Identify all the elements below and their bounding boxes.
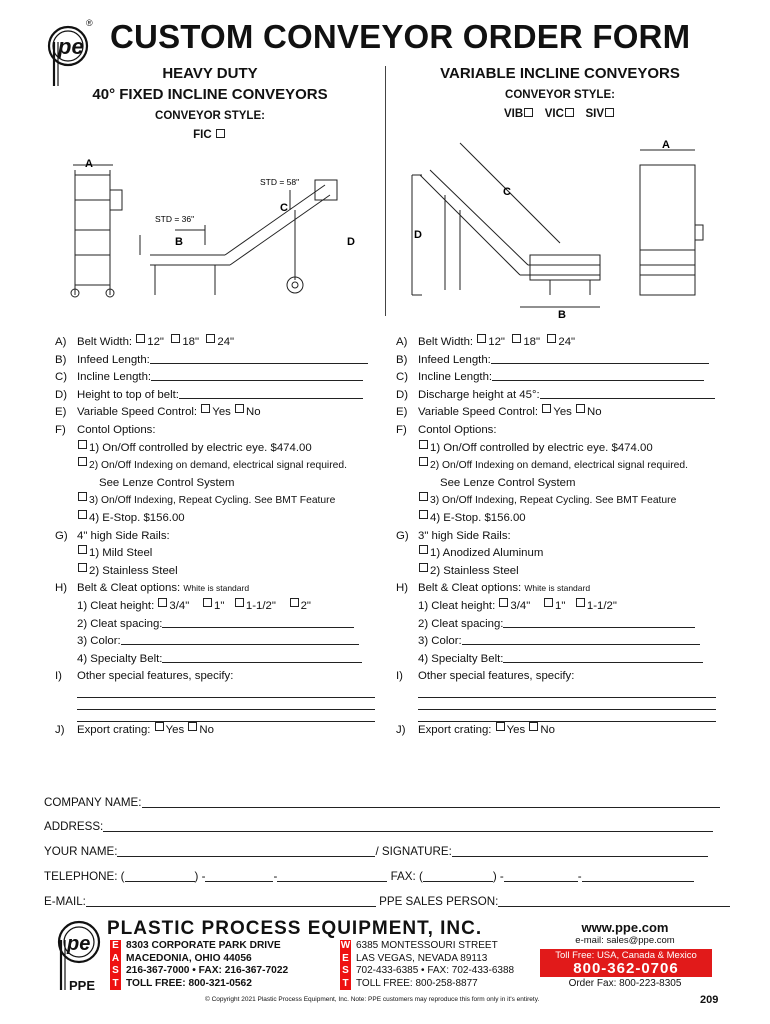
left-diagram-label-d: D xyxy=(347,236,355,248)
left-items: A) Belt Width: 12" 18" 24" B) Infeed Length: C) Incline Length: D) Height to top of belt: E) Variable Speed Control: Yes No F) Contol Options: 1) On/Off controlled by electric eye. $474.00 2) On/Off Indexing on demand, electrical signal required. See Lenze Control System 3) On/Off Indexing, Repeat Cycling. See BMT Feature 4) E-Stop. $156.00 G) 4" high Side Rails: 1) Mild Steel 2) Stainless Steel H) Belt & Cleat options: White is standard 1) Cleat height: 3/4" 1" 1-1/2" 2" 2) Cleat spacing: 3) Color: 4) Specialty Belt: I) Other special features, specify: J) Export crating: Yes No xyxy=(55,334,377,739)
left-heading-2: 40° FIXED INCLINE CONVEYORS xyxy=(92,86,328,103)
right-h2-field[interactable] xyxy=(503,616,695,628)
name-row: YOUR NAME: / SIGNATURE: xyxy=(44,845,708,858)
website[interactable]: www.ppe.com xyxy=(581,920,669,935)
right-h1-cb3[interactable] xyxy=(576,598,585,607)
right-a-cb2[interactable] xyxy=(512,334,521,343)
tel-prefix-field[interactable] xyxy=(205,870,273,882)
fax-prefix-field[interactable] xyxy=(504,870,578,882)
right-a-cb1[interactable] xyxy=(477,334,486,343)
left-d-field[interactable] xyxy=(179,387,363,399)
right-f2-cb[interactable] xyxy=(419,457,428,466)
tel-line-field[interactable] xyxy=(277,870,387,882)
right-i-line1[interactable] xyxy=(418,686,716,698)
vic-checkbox[interactable] xyxy=(565,108,574,117)
company-name: PLASTIC PROCESS EQUIPMENT, INC. xyxy=(107,918,483,939)
left-e-no-cb[interactable] xyxy=(235,404,244,413)
left-h3-field[interactable] xyxy=(121,633,359,645)
footer-ppe-logo-icon xyxy=(53,918,105,994)
right-b-field[interactable] xyxy=(491,352,709,364)
right-j-yes-cb[interactable] xyxy=(496,722,505,731)
left-g2-cb[interactable] xyxy=(78,563,87,572)
right-diagram-label-c: C xyxy=(503,186,511,198)
left-diagram-label-a: A xyxy=(85,158,93,170)
left-g1-cb[interactable] xyxy=(78,545,87,554)
right-h4-field[interactable] xyxy=(503,651,703,663)
your-name-field[interactable] xyxy=(117,845,375,857)
west-address: W E S T 6385 MONTESSOURI STREET LAS VEGAS, NEVADA 89113 702-433-6385 • FAX: 702-433-6388 TOLL FREE: 800-258-8877 xyxy=(340,940,515,989)
address-field[interactable] xyxy=(103,820,713,832)
right-style-label: CONVEYOR STYLE: xyxy=(505,89,615,101)
left-j-yes-cb[interactable] xyxy=(155,722,164,731)
toll-free-box xyxy=(540,949,712,977)
tel-area-field[interactable] xyxy=(125,870,195,882)
right-j-no-cb[interactable] xyxy=(529,722,538,731)
fax-area-field[interactable] xyxy=(423,870,493,882)
svg-text:pe: pe xyxy=(67,933,91,955)
left-a-cb2[interactable] xyxy=(171,334,180,343)
left-diagram-label-c: C xyxy=(280,202,288,214)
left-heading-1: HEAVY DUTY xyxy=(162,65,258,82)
footer-logo-text: PPE xyxy=(69,978,96,993)
right-a-cb3[interactable] xyxy=(547,334,556,343)
right-h3-field[interactable] xyxy=(462,633,700,645)
right-h1-cb1[interactable] xyxy=(499,598,508,607)
left-h1-cb2[interactable] xyxy=(203,598,212,607)
logo-letters: pe xyxy=(58,34,84,59)
east-address: E A S T 8303 CORPORATE PARK DRIVE MACEDONIA, OHIO 44056 216-367-7000 • FAX: 216-367-7022 TOLL FREE: 800-321-0562 xyxy=(111,940,289,989)
left-f2-cb[interactable] xyxy=(78,457,87,466)
company-field[interactable] xyxy=(142,796,720,808)
left-diagram-std1: STD = 58" xyxy=(260,177,300,187)
left-c-field[interactable] xyxy=(151,369,363,381)
fixed-incline-conveyor-diagram xyxy=(55,155,375,305)
email-field[interactable] xyxy=(86,895,376,907)
left-h2-field[interactable] xyxy=(162,616,354,628)
west-label: W E S T xyxy=(340,940,351,989)
signature-field[interactable] xyxy=(452,845,708,857)
right-diagram-label-b: B xyxy=(558,309,566,321)
left-j-no-cb[interactable] xyxy=(188,722,197,731)
left-h1-cb4[interactable] xyxy=(290,598,299,607)
right-items: A) Belt Width: 12" 18" 24" B) Infeed Length: C) Incline Length: D) Discharge height at 45°: E) Variable Speed Control: Yes No F) Contol Options: 1) On/Off controlled by electric eye. $474.00 2) On/Off Indexing on demand, electrical signal required. See Lenze Control System 3) On/Off Indexing, Repeat Cycling. See BMT Feature 4) E-Stop. $156.00 G) 3" high Side Rails: 1) Anodized Aluminum 2) Stainless Steel H) Belt & Cleat options: White is standard 1) Cleat height: 3/4" 1" 1-1/2" 2) Cleat spacing: 3) Color: 4) Specialty Belt: I) Other special features, specify: J) Export crating: Yes No xyxy=(396,334,718,739)
left-style-label: CONVEYOR STYLE: xyxy=(155,110,265,122)
right-e-yes-cb[interactable] xyxy=(542,404,551,413)
left-f4-cb[interactable] xyxy=(78,510,87,519)
left-style-option[interactable]: FIC xyxy=(160,129,260,141)
header-divider xyxy=(385,66,386,316)
registered-mark: ® xyxy=(86,18,93,28)
left-a-cb3[interactable] xyxy=(206,334,215,343)
left-h1-cb1[interactable] xyxy=(158,598,167,607)
toll-free-number: 800-362-0706 xyxy=(573,960,679,977)
page-number: 209 xyxy=(700,994,719,1006)
sales-person-field[interactable] xyxy=(498,895,730,907)
left-a-cb1[interactable] xyxy=(136,334,145,343)
left-diagram-label-b: B xyxy=(175,236,183,248)
order-fax: Order Fax: 800-223-8305 xyxy=(568,978,682,989)
left-f1-cb[interactable] xyxy=(78,440,87,449)
right-e-no-cb[interactable] xyxy=(576,404,585,413)
left-h4-field[interactable] xyxy=(162,651,362,663)
page-title: CUSTOM CONVEYOR ORDER FORM xyxy=(110,18,691,55)
left-diagram-std2: STD = 36" xyxy=(155,214,195,224)
right-d-field[interactable] xyxy=(540,387,715,399)
toll-free-label: Toll Free: USA, Canada & Mexico xyxy=(555,950,697,961)
company-row: COMPANY NAME: xyxy=(44,796,720,809)
copyright: © Copyright 2021 Plastic Process Equipment, Inc. Note: PPE customers may reproduce this form only in it's entirety. xyxy=(205,996,540,1003)
right-diagram-label-d: D xyxy=(414,229,422,241)
address-row: ADDRESS: xyxy=(44,820,713,833)
east-label: E A S T xyxy=(111,940,120,989)
siv-checkbox[interactable] xyxy=(605,108,614,117)
right-style-options: VIB VIC SIV xyxy=(440,108,680,120)
left-f3-cb[interactable] xyxy=(78,492,87,501)
email-row: E-MAIL: PPE SALES PERSON: xyxy=(44,895,730,908)
footer-email[interactable]: e-mail: sales@ppe.com xyxy=(575,935,675,946)
right-g2-cb[interactable] xyxy=(419,563,428,572)
left-e-yes-cb[interactable] xyxy=(201,404,210,413)
right-diagram-label-a: A xyxy=(662,139,670,151)
right-i-line3[interactable] xyxy=(418,710,716,722)
right-f4-cb[interactable] xyxy=(419,510,428,519)
fax-line-field[interactable] xyxy=(582,870,694,882)
left-i-line2[interactable] xyxy=(77,698,375,710)
right-f3-cb[interactable] xyxy=(419,492,428,501)
right-c-field[interactable] xyxy=(492,369,704,381)
right-g1-cb[interactable] xyxy=(419,545,428,554)
right-h1-cb2[interactable] xyxy=(544,598,553,607)
variable-incline-conveyor-diagram xyxy=(400,135,710,327)
fic-checkbox[interactable] xyxy=(216,129,225,138)
phone-row: TELEPHONE: ( ) - - FAX: ( ) - - xyxy=(44,870,694,883)
left-b-field[interactable] xyxy=(150,352,368,364)
left-i-line1[interactable] xyxy=(77,686,375,698)
left-i-line3[interactable] xyxy=(77,710,375,722)
right-i-line2[interactable] xyxy=(418,698,716,710)
right-f1-cb[interactable] xyxy=(419,440,428,449)
vib-checkbox[interactable] xyxy=(524,108,533,117)
right-heading: VARIABLE INCLINE CONVEYORS xyxy=(440,65,680,82)
left-h1-cb3[interactable] xyxy=(235,598,244,607)
